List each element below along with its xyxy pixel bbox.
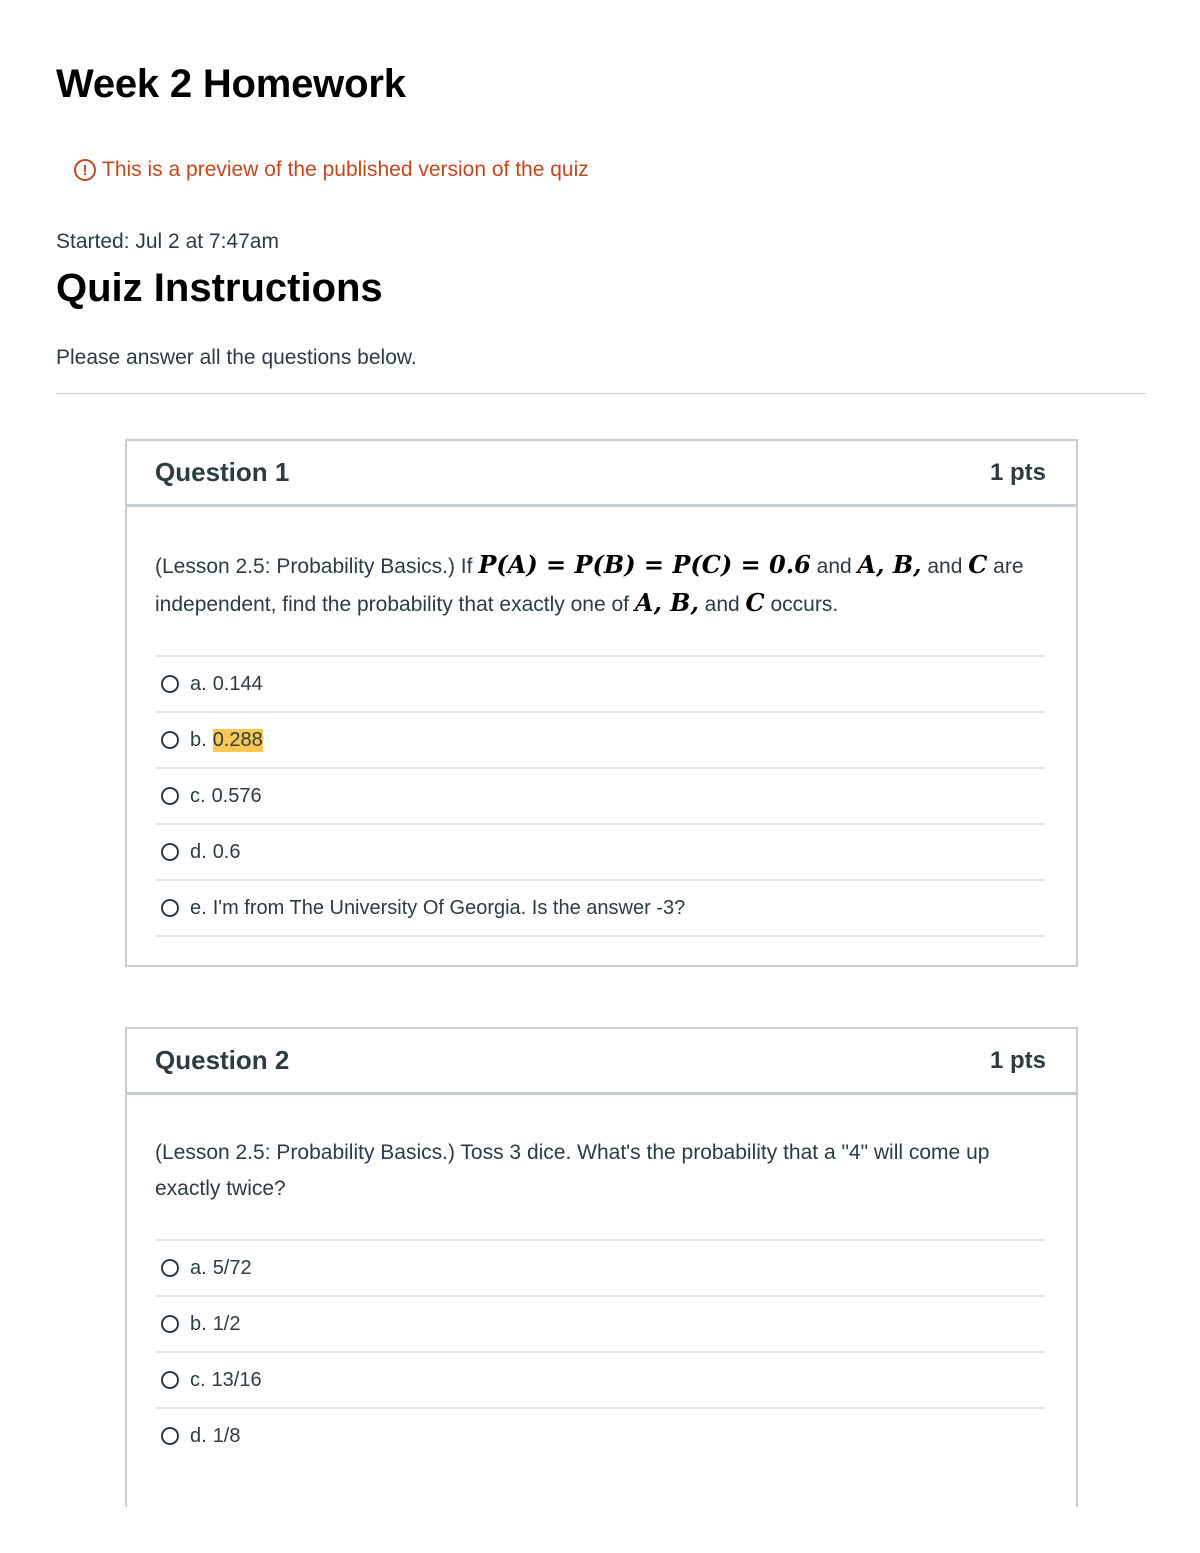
answer-option-b[interactable] (155, 1297, 1046, 1353)
radio-button[interactable] (161, 843, 179, 861)
instructions-title: Quiz Instructions (56, 266, 383, 310)
answer-letter: a. (190, 672, 207, 695)
question-points: 1 pts (989, 458, 1046, 486)
radio-button[interactable] (161, 1259, 179, 1277)
answer-letter: b. (190, 1312, 207, 1335)
math-events: A, B, (857, 550, 922, 579)
math-events: A, B, (634, 588, 699, 617)
radio-button[interactable] (161, 899, 179, 917)
question-1-card (125, 439, 1078, 967)
preview-notice-text: This is a preview of the published version of the quiz (102, 158, 589, 181)
answer-letter: d. (190, 840, 207, 863)
answer-value: 0.144 (212, 672, 263, 695)
question-text-lead: (Lesson 2.5: Probability Basics.) If (155, 555, 479, 578)
answer-letter: e. (190, 896, 207, 919)
answer-letter: c. (190, 784, 206, 807)
question-text: (Lesson 2.5: Probability Basics.) Toss 3 dice. What's the probability that a "4" will come up exactly twice? (155, 1141, 990, 1200)
answer-option-a[interactable] (155, 1241, 1046, 1297)
radio-button[interactable] (161, 787, 179, 805)
divider (56, 393, 1146, 394)
answer-value: 5/72 (212, 1256, 252, 1279)
question-2-card (125, 1027, 1078, 1507)
question-text-and: and (698, 593, 746, 616)
answer-list (155, 655, 1046, 937)
answer-value: 1/2 (212, 1312, 241, 1335)
question-body (127, 1095, 1076, 1463)
question-text (155, 547, 1046, 623)
answer-option-d[interactable] (155, 1409, 1046, 1463)
radio-button[interactable] (161, 675, 179, 693)
started-timestamp: Started: Jul 2 at 7:47am (56, 230, 279, 253)
question-text-and: and (921, 555, 969, 578)
answer-value: 0.6 (212, 840, 241, 863)
question-text-mid: are independent, find the probability that exactly one of (155, 555, 1024, 616)
answer-option-c[interactable] (155, 1353, 1046, 1409)
question-text-and: and (810, 555, 858, 578)
math-condition: P(A) = P(B) = P(C) = 0.6 (478, 550, 811, 579)
instructions-text: Please answer all the questions below. (56, 346, 417, 369)
question-name: Question 2 (155, 1045, 290, 1075)
radio-button[interactable] (161, 1427, 179, 1445)
question-header (127, 1029, 1076, 1095)
question-points: 1 pts (989, 1046, 1046, 1074)
answer-option-e[interactable] (155, 881, 1046, 937)
answer-option-b[interactable] (155, 713, 1046, 769)
question-name: Question 1 (155, 457, 290, 487)
answer-option-d[interactable] (155, 825, 1046, 881)
answer-list (155, 1239, 1046, 1463)
answer-letter: c. (190, 1368, 206, 1391)
answer-value: 0.576 (211, 784, 262, 807)
answer-letter: d. (190, 1424, 207, 1447)
exclamation-circle-icon: ! (74, 159, 96, 181)
question-body (127, 507, 1076, 937)
radio-button[interactable] (161, 731, 179, 749)
preview-notice (74, 158, 589, 182)
answer-option-c[interactable] (155, 769, 1046, 825)
answer-value: I'm from The University Of Georgia. Is the answer -3? (212, 896, 686, 919)
answer-value: 13/16 (211, 1368, 262, 1391)
highlighted-answer-value: 0.288 (212, 728, 263, 751)
question-header (127, 441, 1076, 507)
question-text-tail: occurs. (764, 593, 839, 616)
radio-button[interactable] (161, 1371, 179, 1389)
answer-letter: a. (190, 1256, 207, 1279)
math-event-c: C (745, 588, 765, 617)
answer-value: 1/8 (212, 1424, 241, 1447)
answer-letter: b. (190, 728, 207, 751)
page-title: Week 2 Homework (56, 62, 406, 106)
math-event-c: C (968, 550, 988, 579)
radio-button[interactable] (161, 1315, 179, 1333)
answer-option-a[interactable] (155, 657, 1046, 713)
